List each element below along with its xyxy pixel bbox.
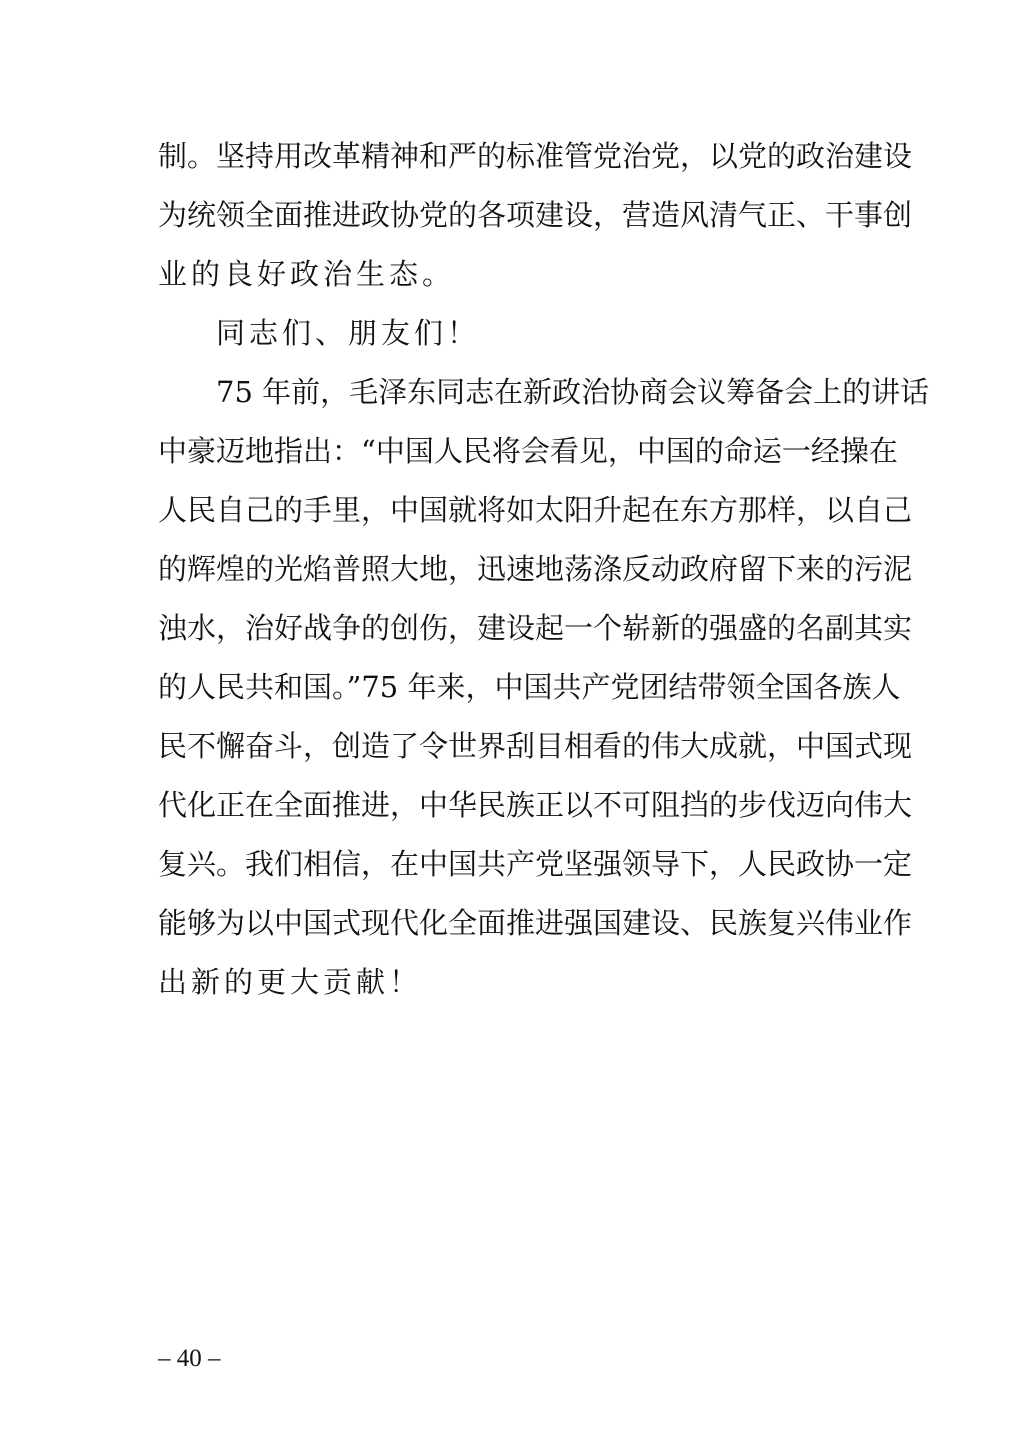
text-line: 的人民共和国。”75 年来，中国共产党团结带领全国各族人: [158, 670, 901, 704]
text-line: 同志们、朋友们！: [216, 316, 481, 350]
text-line: 业的良好政治生态。: [158, 257, 456, 291]
text-line: 为统领全面推进政协党的各项建设，营造风清气正、干事创: [158, 198, 913, 232]
text-line: 的辉煌的光焰普照大地，迅速地荡涤反动政府留下来的污泥: [158, 552, 913, 586]
text-line: 能够为以中国式现代化全面推进强国建设、民族复兴伟业作: [158, 906, 913, 940]
text-line: 浊水，治好战争的创伤，建设起一个崭新的强盛的名副其实: [158, 611, 913, 645]
body-text: [158, 127, 930, 1012]
text-line: 人民自己的手里，中国就将如太阳升起在东方那样，以自己: [158, 493, 913, 527]
text-line: 复兴。我们相信，在中国共产党坚强领导下，人民政协一定: [158, 847, 913, 881]
text-line: 75 年前，毛泽东同志在新政治协商会议筹备会上的讲话: [216, 375, 930, 409]
text-line: 中豪迈地指出：“中国人民将会看见，中国的命运一经操在: [158, 434, 898, 468]
page-number: – 40 –: [158, 1345, 221, 1372]
text-line: 制。坚持用改革精神和严的标准管党治党，以党的政治建设: [158, 139, 913, 173]
text-line: 民不懈奋斗，创造了令世界刮目相看的伟大成就，中国式现: [158, 729, 913, 763]
text-line: 代化正在全面推进，中华民族正以不可阻挡的步伐迈向伟大: [158, 788, 913, 822]
text-line: 出新的更大贡献！: [158, 965, 423, 999]
